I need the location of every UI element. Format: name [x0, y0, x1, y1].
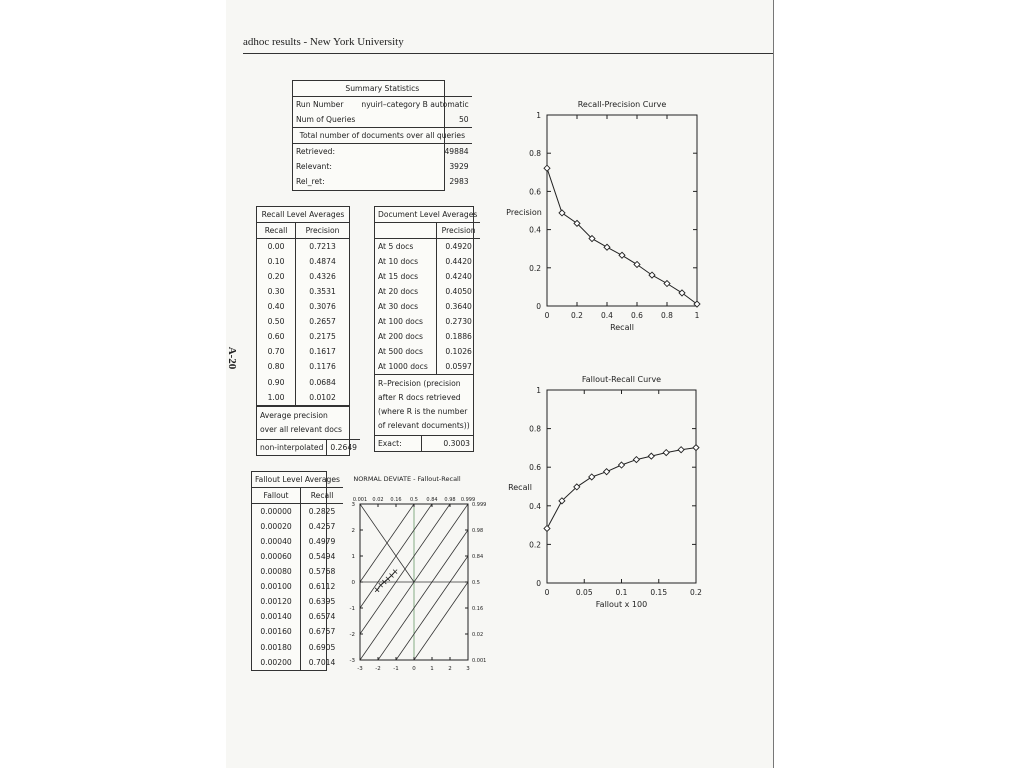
data-point	[604, 244, 610, 250]
y-tick-label: 3	[351, 502, 355, 508]
r-precision-box	[374, 374, 474, 452]
fallout-level-row-key: 0.00040	[252, 534, 301, 549]
top-tick-label: 0.02	[372, 497, 384, 503]
x-tick-label: 1	[430, 666, 434, 672]
fallout-level-row	[252, 655, 343, 670]
fallout-level-row-key: 0.00080	[252, 565, 301, 580]
fallout-level-averages-table	[251, 471, 340, 671]
y-tick-label: 0.6	[529, 463, 541, 473]
right-tick-label: 0.02	[472, 632, 484, 638]
y-tick-label: 0.6	[529, 187, 541, 197]
doc-levels-caption: Document Level Averages	[375, 207, 480, 223]
doc-level-row-key: At 10 docs	[375, 254, 436, 269]
data-point	[544, 525, 550, 531]
plot-frame	[547, 390, 696, 583]
right-tick-label: 0.5	[472, 580, 480, 586]
fallout-level-row-value: 0.4257	[308, 521, 336, 531]
recall-level-row-value: 0.0102	[309, 392, 336, 402]
right-tick-label: 0.001	[472, 658, 487, 664]
num-queries-value: 50	[458, 114, 469, 124]
x-tick-label: 1	[694, 311, 700, 320]
doc-level-row-value: 0.0597	[445, 362, 472, 372]
recall-level-row	[257, 390, 349, 405]
data-point	[375, 588, 379, 592]
retrieved-value: 49884	[444, 146, 469, 156]
doc-level-row-value: 0.1026	[445, 347, 472, 357]
x-tick-label: 0.2	[571, 311, 583, 320]
doc-precision-col-header: Precision	[436, 223, 480, 239]
recall-level-row-value: 0.4874	[309, 256, 336, 266]
doc-level-row-key: At 100 docs	[375, 315, 436, 330]
recall-level-row	[257, 330, 349, 345]
doc-level-row-key: At 5 docs	[375, 239, 436, 255]
average-precision-label: Average precision over all relevant docs	[260, 411, 342, 434]
relret-label: Rel_ret:	[296, 177, 325, 187]
y-tick-label: 0.4	[529, 501, 541, 511]
recall-level-row	[257, 254, 349, 269]
data-point	[619, 252, 625, 258]
fallout-level-row	[252, 565, 343, 580]
recall-level-row	[257, 269, 349, 284]
data-point	[648, 453, 654, 459]
data-point	[633, 457, 639, 463]
recall-level-row-value: 0.1176	[309, 362, 336, 372]
recall-level-row-key: 0.40	[257, 300, 296, 315]
r-precision-text: R–Precision (precision after R docs retrieved (where R is the number of relevant documents))	[378, 379, 470, 430]
data-point	[589, 474, 595, 480]
top-tick-label: 0.98	[444, 497, 456, 503]
doc-level-row	[375, 360, 480, 375]
recall-level-averages-table	[256, 206, 350, 406]
x-tick-label: 0.4	[601, 311, 613, 320]
x-tick-label: 0.05	[575, 588, 593, 597]
recall-level-row-key: 0.20	[257, 269, 296, 284]
recall-level-row-value: 0.2175	[309, 332, 336, 342]
recall-level-row	[257, 239, 349, 255]
fallout-level-row-key: 0.00100	[252, 580, 301, 595]
recall-level-row-key: 0.80	[257, 360, 296, 375]
y-tick-label: 0.8	[529, 149, 541, 159]
y-tick-label: 0.4	[529, 225, 541, 235]
plot-frame	[547, 115, 697, 306]
doc-level-row-key: At 15 docs	[375, 269, 436, 284]
x-tick-label: 0.15	[650, 588, 668, 597]
fallout-level-row	[252, 610, 343, 625]
summary-caption: Summary Statistics	[293, 81, 472, 97]
x-tick-label: -3	[357, 666, 363, 672]
normal-deviate-chart	[338, 470, 498, 682]
data-point	[390, 574, 394, 578]
fallout-level-row-key: 0.00020	[252, 519, 301, 534]
x-axis-label: Fallout x 100	[595, 600, 648, 609]
fallout-recall-chart	[500, 368, 720, 623]
x-tick-label: 0	[412, 666, 416, 672]
doc-level-row	[375, 239, 480, 255]
chart-title: NORMAL DEVIATE - Fallout-Recall	[353, 475, 461, 483]
recall-level-row-key: 0.30	[257, 284, 296, 299]
y-tick-label: -1	[349, 606, 355, 612]
page-edge-line	[773, 0, 774, 768]
top-tick-label: 0.84	[426, 497, 438, 503]
exact-value: 0.3003	[422, 436, 473, 452]
header-rule	[243, 53, 773, 54]
doc-level-row-value: 0.4420	[445, 256, 472, 266]
doc-level-row-value: 0.4050	[445, 287, 472, 297]
fallout-level-row-value: 0.6905	[308, 642, 336, 652]
page-header: adhoc results - New York University	[243, 36, 404, 48]
doc-level-row	[375, 269, 480, 284]
chart-title: Recall-Precision Curve	[577, 100, 667, 109]
recall-level-row	[257, 315, 349, 330]
fallout-level-row	[252, 595, 343, 610]
y-tick-label: -3	[349, 658, 355, 664]
precision-col-header: Precision	[296, 223, 349, 239]
recall-level-row-key: 0.90	[257, 375, 296, 390]
y-tick-label: 2	[351, 528, 355, 534]
x-tick-label: -1	[393, 666, 399, 672]
fallout-level-row	[252, 580, 343, 595]
x-tick-label: 0.6	[631, 311, 643, 320]
recall-level-row-value: 0.0684	[309, 377, 336, 387]
x-tick-label: 0.2	[690, 588, 702, 597]
summary-statistics-table	[292, 80, 469, 191]
fallout-level-row-key: 0.00140	[252, 610, 301, 625]
recall-level-row-value: 0.4326	[309, 271, 336, 281]
doc-level-row-value: 0.3640	[445, 302, 472, 312]
run-number-value: nyuirl–category B automatic	[361, 99, 469, 109]
relevant-label: Relevant:	[296, 162, 332, 172]
fallout-level-row	[252, 504, 343, 520]
y-tick-label: 1	[536, 386, 541, 395]
doc-level-row-value: 0.4240	[445, 271, 472, 281]
average-precision-box	[256, 406, 357, 456]
data-point	[678, 447, 684, 453]
recall-levels-caption: Recall Level Averages	[257, 207, 349, 223]
data-point	[559, 210, 565, 216]
x-tick-label: 0	[544, 588, 550, 597]
recall-level-row-value: 0.3076	[309, 302, 336, 312]
fallout-level-row-value: 0.6112	[308, 582, 336, 592]
relevant-value: 3929	[449, 162, 469, 172]
x-tick-label: 3	[466, 666, 470, 672]
fallout-level-row	[252, 625, 343, 640]
data-point	[386, 577, 390, 581]
fallout-level-row-value: 0.2825	[308, 506, 336, 516]
y-tick-label: 0	[536, 579, 541, 588]
doc-level-row	[375, 345, 480, 360]
top-tick-label: 0.999	[460, 497, 476, 503]
right-tick-label: 0.84	[472, 554, 484, 560]
recall-level-row-key: 0.60	[257, 330, 296, 345]
recall-level-row	[257, 375, 349, 390]
fallout-level-row-key: 0.00060	[252, 549, 301, 564]
noninterp-label: non-interpolated	[257, 440, 327, 456]
exact-label: Exact:	[375, 436, 422, 452]
data-point	[544, 165, 550, 171]
y-axis-label: Recall	[508, 483, 532, 492]
x-tick-label: 0	[544, 311, 550, 320]
x-tick-label: -2	[375, 666, 381, 672]
y-tick-label: 0	[351, 580, 355, 586]
recall-level-row-key: 0.00	[257, 239, 296, 255]
series-line	[547, 168, 697, 304]
data-point	[663, 450, 669, 456]
recall-precision-chart	[500, 90, 720, 345]
x-axis-label: Recall	[610, 323, 634, 332]
totals-caption: Total number of documents over all queries	[293, 128, 472, 144]
document-level-averages-table	[374, 206, 478, 376]
fallout-level-row	[252, 549, 343, 564]
recall-level-row-key: 0.10	[257, 254, 296, 269]
y-axis-label: Precision	[506, 208, 542, 217]
doc-level-row-key: At 30 docs	[375, 300, 436, 315]
top-tick-label: 0.001	[352, 497, 368, 503]
right-tick-label: 0.16	[472, 606, 484, 612]
page-number-tag: A-20	[226, 346, 238, 370]
doc-level-row-key: At 200 docs	[375, 330, 436, 345]
retrieved-label: Retrieved:	[296, 146, 336, 156]
doc-level-row	[375, 284, 480, 299]
right-tick-label: 0.999	[472, 502, 487, 508]
fallout-level-row-key: 0.00160	[252, 625, 301, 640]
fallout-recall-col-header: Recall	[301, 488, 343, 504]
fallout-level-row	[252, 519, 343, 534]
right-tick-label: 0.98	[472, 528, 484, 534]
fallout-level-row-value: 0.7014	[308, 657, 336, 667]
top-tick-label: 0.5	[410, 497, 418, 503]
fallout-level-row-key: 0.00000	[252, 504, 301, 520]
fallout-level-row-key: 0.00180	[252, 640, 301, 655]
fallout-level-row-value: 0.5768	[308, 567, 336, 577]
doc-level-row	[375, 254, 480, 269]
doc-level-row-value: 0.4920	[445, 241, 472, 251]
reference-diagonal	[414, 582, 468, 660]
recall-level-row-key: 0.70	[257, 345, 296, 360]
y-tick-label: 0.2	[529, 540, 541, 550]
y-tick-label: 0	[536, 302, 541, 311]
recall-level-row-value: 0.1617	[309, 347, 336, 357]
data-point	[604, 469, 610, 475]
data-point	[393, 570, 397, 574]
recall-level-row	[257, 300, 349, 315]
fallout-level-row	[252, 640, 343, 655]
recall-level-row-value: 0.7213	[309, 241, 336, 251]
run-number-label: Run Number	[296, 99, 344, 109]
doc-level-row-key: At 1000 docs	[375, 360, 436, 375]
y-tick-label: 1	[351, 554, 355, 560]
doc-level-row	[375, 300, 480, 315]
recall-level-row-value: 0.2657	[309, 317, 336, 327]
recall-level-row-value: 0.3531	[309, 287, 336, 297]
recall-level-row	[257, 345, 349, 360]
fallout-col-header: Fallout	[252, 488, 301, 504]
recall-level-row	[257, 284, 349, 299]
fallout-level-row-value: 0.6757	[308, 627, 336, 637]
y-tick-label: 0.2	[529, 263, 541, 273]
fallout-level-row-value: 0.6395	[308, 597, 336, 607]
series-line	[547, 448, 696, 529]
fallout-level-row-value: 0.5494	[308, 552, 336, 562]
recall-level-row	[257, 360, 349, 375]
fallout-level-row	[252, 534, 343, 549]
data-point	[693, 445, 699, 451]
recall-level-row-key: 1.00	[257, 390, 296, 405]
num-queries-label: Num of Queries	[296, 114, 356, 124]
recall-col-header: Recall	[257, 223, 296, 239]
doc-level-row	[375, 315, 480, 330]
fallout-level-row-value: 0.4979	[308, 536, 336, 546]
fallout-levels-caption: Fallout Level Averages	[252, 472, 343, 488]
doc-level-row-value: 0.2730	[445, 317, 472, 327]
x-tick-label: 0.1	[615, 588, 628, 597]
y-tick-label: 1	[536, 111, 541, 120]
relret-value: 2983	[449, 177, 469, 187]
chart-title: Fallout-Recall Curve	[581, 375, 662, 384]
y-tick-label: 0.8	[529, 424, 541, 434]
top-tick-label: 0.16	[390, 497, 402, 503]
recall-level-row-key: 0.50	[257, 315, 296, 330]
data-point	[664, 281, 670, 287]
fallout-level-row-value: 0.6574	[308, 612, 336, 622]
y-tick-label: -2	[349, 632, 355, 638]
noninterp-value: 0.2649	[327, 440, 360, 456]
x-tick-label: 0.8	[661, 311, 673, 320]
x-tick-label: 2	[448, 666, 452, 672]
fallout-level-row-key: 0.00120	[252, 595, 301, 610]
doc-level-row-key: At 500 docs	[375, 345, 436, 360]
fallout-level-row-key: 0.00200	[252, 655, 301, 670]
doc-level-row-value: 0.1886	[445, 332, 472, 342]
doc-level-row-key: At 20 docs	[375, 284, 436, 299]
doc-level-row	[375, 330, 480, 345]
data-point	[619, 462, 625, 468]
